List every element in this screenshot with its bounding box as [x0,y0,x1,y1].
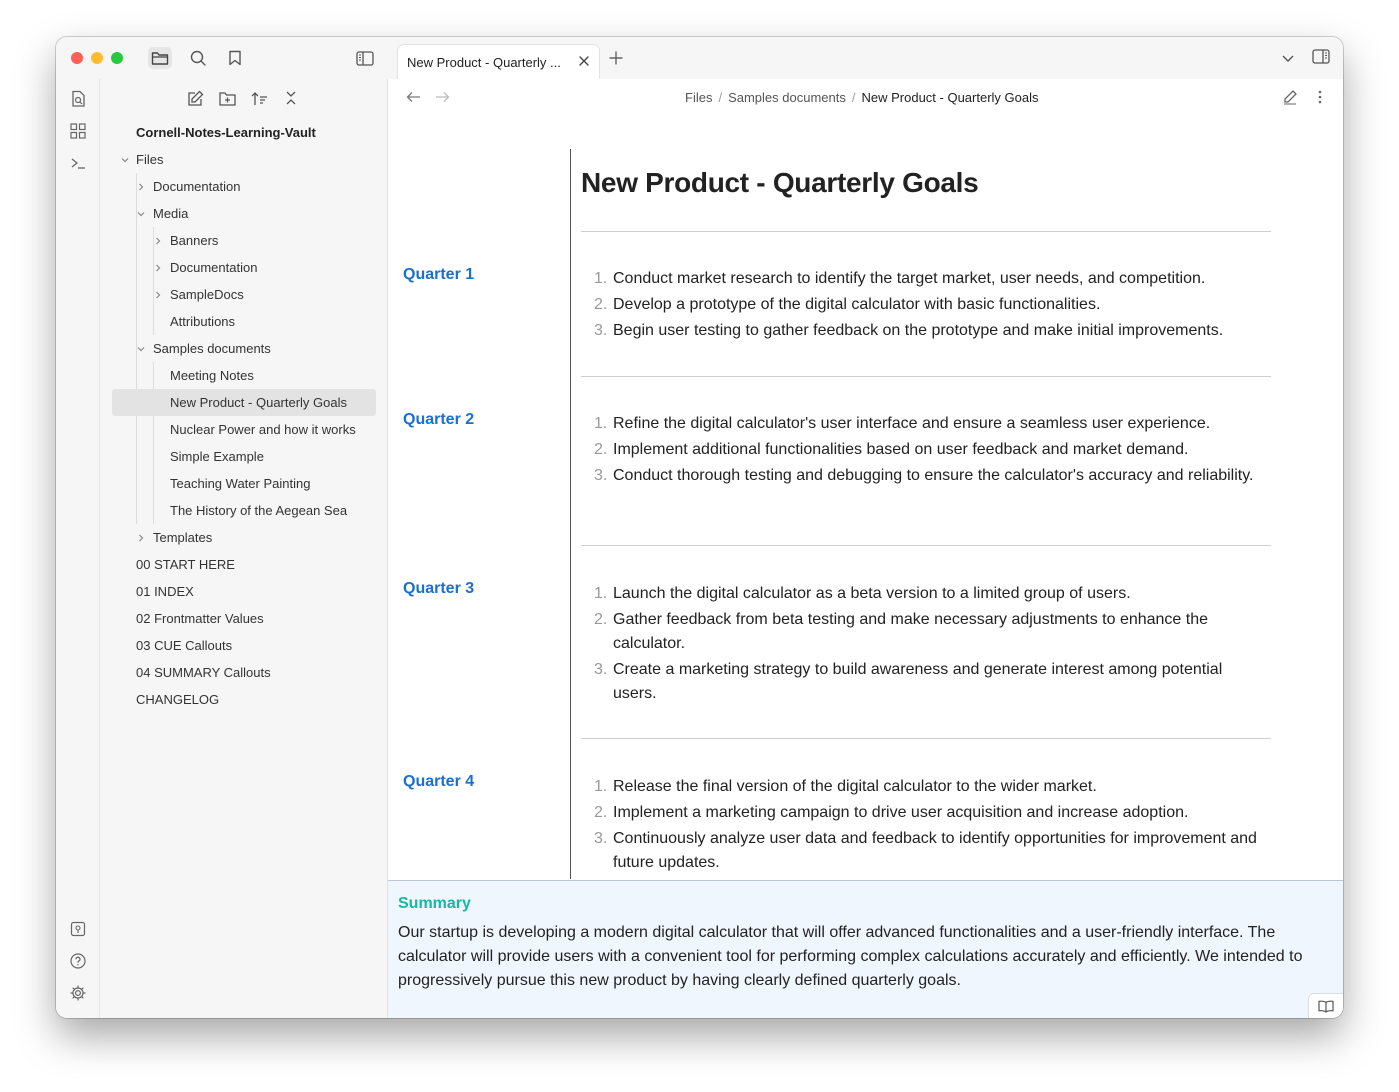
horizontal-rule [581,545,1271,546]
list-item [581,801,1261,825]
chevron-right-icon [136,182,146,192]
summary-callout [388,880,1343,1018]
tree-item-label: Teaching Water Painting [170,476,311,491]
editor-pane [388,79,1343,1018]
list-number: 2. [594,611,608,628]
chevrons-collapse-icon [284,90,298,106]
vault-name[interactable]: Cornell-Notes-Learning-Vault [136,125,316,140]
vault-icon [70,921,86,937]
tab-list-button[interactable] [1281,51,1295,65]
tree-folder-samples-documents[interactable] [112,335,376,362]
tree-item-label: Documentation [170,260,258,275]
quarter-goals-list [581,775,1261,877]
arrow-right-icon [434,90,450,104]
close-tab-button[interactable] [577,54,591,68]
sidebar-toolbar [56,37,387,79]
toggle-left-sidebar-button[interactable] [353,47,377,69]
list-number: 3. [594,830,608,847]
help-icon [70,953,86,969]
tree-file-teaching-water-painting[interactable] [112,470,376,497]
layout-grid-icon [70,123,86,139]
summary-text: Our startup is developing a modern digital calculator that will offer advanced functionalities and a user-friendly interface. The calculator will provide users with a convenient tool for performing complex calculations accurately and efficiently. We intended to progressively pursue this new product by having clearly defined quarterly goals. [398,924,1303,989]
tree-file-changelog[interactable] [112,686,376,713]
list-item [581,293,1261,317]
tree-item-label: Templates [153,530,213,545]
list-item [581,658,1261,706]
quarter-goals-list [581,412,1261,490]
terminal-icon [70,156,86,170]
toggle-right-sidebar-button[interactable] [1312,49,1330,65]
list-number: 2. [594,441,608,458]
quarter-goals-list [581,582,1261,708]
tree-item-label: Banners [170,233,219,248]
open-another-vault-button[interactable] [68,919,88,939]
breadcrumb-current[interactable]: New Product - Quarterly Goals [861,90,1039,105]
list-number: 3. [594,322,608,339]
pencil-icon [1282,89,1298,105]
tree-item-label: CHANGELOG [136,692,220,707]
quarter-label: Quarter 1 [403,266,475,283]
tree-file-index[interactable] [112,578,376,605]
list-item [581,412,1261,436]
quarter-label: Quarter 4 [403,773,475,790]
navigate-forward-button[interactable] [434,90,450,104]
tree-file-frontmatter-values[interactable] [112,605,376,632]
list-item-text: Continuously analyze user data and feedback to identify opportunities for improvement and future updates. [613,830,1257,871]
list-item-text: Launch the digital calculator as a beta version to a limited group of users. [613,585,1131,602]
cue-divider-line [570,149,571,879]
list-number: 1. [594,415,608,432]
list-item-text: Implement a marketing campaign to drive user acquisition and increase adoption. [613,804,1189,821]
list-item-text: Create a marketing strategy to build awareness and generate interest among potential users. [613,661,1223,702]
tree-item-label: 02 Frontmatter Values [136,611,264,626]
chevron-down-icon [136,209,146,219]
tree-item-label: New Product - Quarterly Goals [170,395,348,410]
tree-file-nuclear-power[interactable] [112,416,376,443]
tree-item-label: Nuclear Power and how it works [170,422,356,437]
bookmark-icon [228,50,242,66]
bookmarks-view-button[interactable] [223,47,247,69]
search-icon [190,50,206,66]
navigate-back-button[interactable] [406,90,422,104]
tree-folder-documentation[interactable] [112,173,376,200]
tree-item-label: Meeting Notes [170,368,254,383]
files-view-button[interactable] [148,47,172,69]
reading-mode-button[interactable] [1308,993,1343,1018]
app-window [56,37,1343,1018]
horizontal-rule [581,231,1271,232]
book-open-icon [1318,1000,1334,1013]
quarter-label: Quarter 2 [403,411,475,428]
folder-icon [151,50,169,66]
summary-title: Summary [398,895,471,912]
list-number: 1. [594,778,608,795]
list-item-text: Release the final version of the digital calculator to the wider market. [613,778,1097,795]
tree-item-label: Files [136,152,164,167]
open-command-palette-button[interactable] [68,153,88,173]
list-item [581,775,1261,799]
tree-folder-media[interactable] [112,200,376,227]
file-explorer-actions [186,89,300,107]
tree-item-label: The History of the Aegean Sea [170,503,348,518]
plus-icon [608,50,624,66]
zoom-window-button[interactable] [111,52,123,64]
tree-item-label: Samples documents [153,341,271,356]
list-item [581,608,1261,656]
list-item [581,464,1261,488]
chevron-right-icon [153,236,163,246]
tree-item-label: Simple Example [170,449,264,464]
edit-icon [187,90,204,107]
tree-item-label: 00 START HERE [136,557,235,572]
tree-item-label: Documentation [153,179,241,194]
tree-file-attributions[interactable] [112,308,376,335]
edit-mode-button[interactable] [1282,89,1298,105]
tree-file-new-product-quarterly-goals[interactable] [112,389,376,416]
tree-folder-banners[interactable] [112,227,376,254]
list-item [581,582,1261,606]
close-window-button[interactable] [71,52,83,64]
arrow-left-icon [406,90,422,104]
help-button[interactable] [68,951,88,971]
tree-item-label: 04 SUMMARY Callouts [136,665,271,680]
list-number: 3. [594,467,608,484]
tree-file-meeting-notes[interactable] [112,362,376,389]
chevron-down-icon [136,344,146,354]
chevron-down-icon [120,155,130,165]
horizontal-rule [581,376,1271,377]
settings-button[interactable] [68,983,88,1003]
open-quick-switcher-button[interactable] [68,89,88,109]
tree-file-history-aegean-sea[interactable] [112,497,376,524]
tree-file-summary-callouts[interactable] [112,659,376,686]
tree-folder-media-documentation[interactable] [112,254,376,281]
list-number: 1. [594,585,608,602]
tree-file-cue-callouts[interactable] [112,632,376,659]
more-options-button[interactable] [1315,89,1325,105]
tree-file-start-here[interactable] [112,551,376,578]
list-item [581,267,1261,291]
breadcrumb [685,90,1039,105]
list-item-text: Gather feedback from beta testing and make necessary adjustments to enhance the calculator. [613,611,1209,652]
chevron-right-icon [153,263,163,273]
list-number: 1. [594,270,608,287]
list-item-text: Conduct thorough testing and debugging to ensure the calculator's accuracy and reliability. [613,467,1254,484]
search-view-button[interactable] [186,47,210,69]
file-tree [112,146,376,713]
tree-folder-templates[interactable] [112,524,376,551]
sort-icon [251,91,268,106]
tree-file-simple-example[interactable] [112,443,376,470]
new-folder-button[interactable] [218,89,236,107]
list-item [581,827,1261,875]
breadcrumb-root[interactable]: Files [685,90,713,105]
tab-bar [387,37,1343,80]
new-tab-button[interactable] [608,50,624,66]
list-item-text: Begin user testing to gather feedback on the prototype and make initial improvements. [613,322,1224,339]
breadcrumb-separator: / [718,90,723,105]
breadcrumb-folder[interactable]: Samples documents [728,90,846,105]
file-search-icon [70,90,86,108]
list-item-text: Implement additional functionalities based on user feedback and market demand. [613,441,1189,458]
list-number: 2. [594,804,608,821]
chevron-right-icon [153,290,163,300]
quarter-goals-list [581,267,1261,345]
more-vertical-icon [1315,89,1325,105]
list-item-text: Conduct market research to identify the target market, user needs, and competition. [613,270,1206,287]
tab-title: New Product - Quarterly ... [407,55,561,70]
tab-new-product[interactable] [397,44,600,80]
minimize-window-button[interactable] [91,52,103,64]
sidebar-right-icon [1312,49,1330,64]
breadcrumb-separator: / [851,90,856,105]
tree-item-label: Attributions [170,314,236,329]
open-canvas-button[interactable] [68,121,88,141]
folder-plus-icon [219,91,236,106]
reading-view [388,115,1343,880]
list-number: 3. [594,661,608,678]
tree-folder-sampledocs[interactable] [112,281,376,308]
ribbon [56,79,100,1018]
tree-item-label: 01 INDEX [136,584,194,599]
list-item [581,438,1261,462]
list-item-text: Develop a prototype of the digital calculator with basic functionalities. [613,296,1101,313]
quarter-label: Quarter 3 [403,580,475,597]
new-note-button[interactable] [186,89,204,107]
list-item-text: Refine the digital calculator's user interface and ensure a seamless user experience. [613,415,1211,432]
tree-folder-files[interactable] [112,146,376,173]
tree-item-label: SampleDocs [170,287,244,302]
sort-button[interactable] [250,89,268,107]
tree-item-label: 03 CUE Callouts [136,638,233,653]
sidebar-left-icon [356,51,374,66]
chevron-right-icon [136,533,146,543]
chevron-down-icon [1281,51,1295,65]
close-icon [577,54,591,68]
view-header [388,79,1343,115]
gear-icon [70,985,86,1001]
collapse-all-button[interactable] [282,89,300,107]
file-explorer [100,79,388,1018]
list-item [581,319,1261,343]
document-title: New Product - Quarterly Goals [581,167,979,198]
tree-item-label: Media [153,206,189,221]
list-number: 2. [594,296,608,313]
horizontal-rule [581,738,1271,739]
